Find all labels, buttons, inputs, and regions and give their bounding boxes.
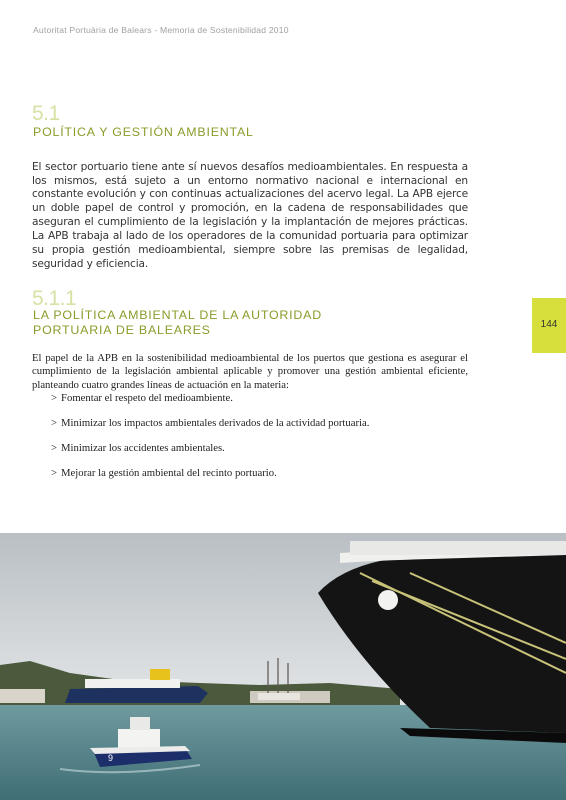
- subsection-title-line1: LA POLÍTICA AMBIENTAL DE LA AUTORIDAD: [33, 308, 322, 322]
- page-number: 144: [540, 319, 558, 330]
- list-item-text: Mejorar la gestión ambiental del recinto portuario.: [61, 467, 277, 479]
- list-item-text: Fomentar el respeto del medioambiente.: [61, 392, 233, 404]
- subsection-title: [33, 308, 353, 337]
- ship-emblem: [378, 590, 398, 610]
- lead-paragraph: El sector portuario tiene ante sí nuevos desafíos medioambientales. En respuesta a los mismos, está sujeto a un entorno normativo nacional e internacional en constante evolución y con continuas actualizaciones del acervo legal. La APB ejerce un doble papel de control y promoción, en la cadena de responsabilidades que aseguran el cumplimiento de la legislación y la implantación de mejores prácticas. La APB trabaja al lado de los operadores de la comunidad portuaria para optimizar su propia gestión medioambiental, siempre sobre las premisas de legalidad, seguridad y eficiencia.: [32, 160, 468, 270]
- bullet-marker: >: [51, 392, 58, 404]
- harbour-photo: [0, 533, 566, 800]
- bullet-marker: >: [51, 467, 58, 479]
- list-item: [51, 467, 369, 492]
- harbour-illustration: [0, 533, 566, 800]
- list-item-text: Minimizar los impactos ambientales derivados de la actividad portuaria.: [61, 417, 370, 429]
- subsection-title-line2: PORTUARIA DE BALEARES: [33, 322, 211, 337]
- list-item: [51, 417, 369, 442]
- body-paragraph: El papel de la APB en la sostenibilidad medioambiental de los puertos que gestiona es asegurar el cumplimiento de la legislación ambiental aplicable y promover una gestión ambiental eficiente, planteando cuatro grandes líneas de actuación en la materia:: [32, 351, 468, 391]
- boat-number: 9: [108, 753, 114, 763]
- section-number: 5.1: [32, 102, 60, 125]
- shore-buildings: [0, 689, 45, 703]
- bullet-marker: >: [51, 417, 58, 429]
- list-item-text: Minimizar los accidentes ambientales.: [61, 442, 225, 454]
- section-title: POLÍTICA Y GESTIÓN AMBIENTAL: [33, 125, 254, 139]
- running-header: Autoritat Portuària de Balears - Memoria de Sostenibilidad 2010: [33, 25, 289, 35]
- list-item: [51, 392, 369, 417]
- bullet-list: [51, 392, 369, 492]
- subsection-number: 5.1.1: [32, 287, 77, 310]
- list-item: [51, 442, 369, 467]
- page-number-tab: [532, 298, 566, 353]
- bullet-marker: >: [51, 442, 58, 454]
